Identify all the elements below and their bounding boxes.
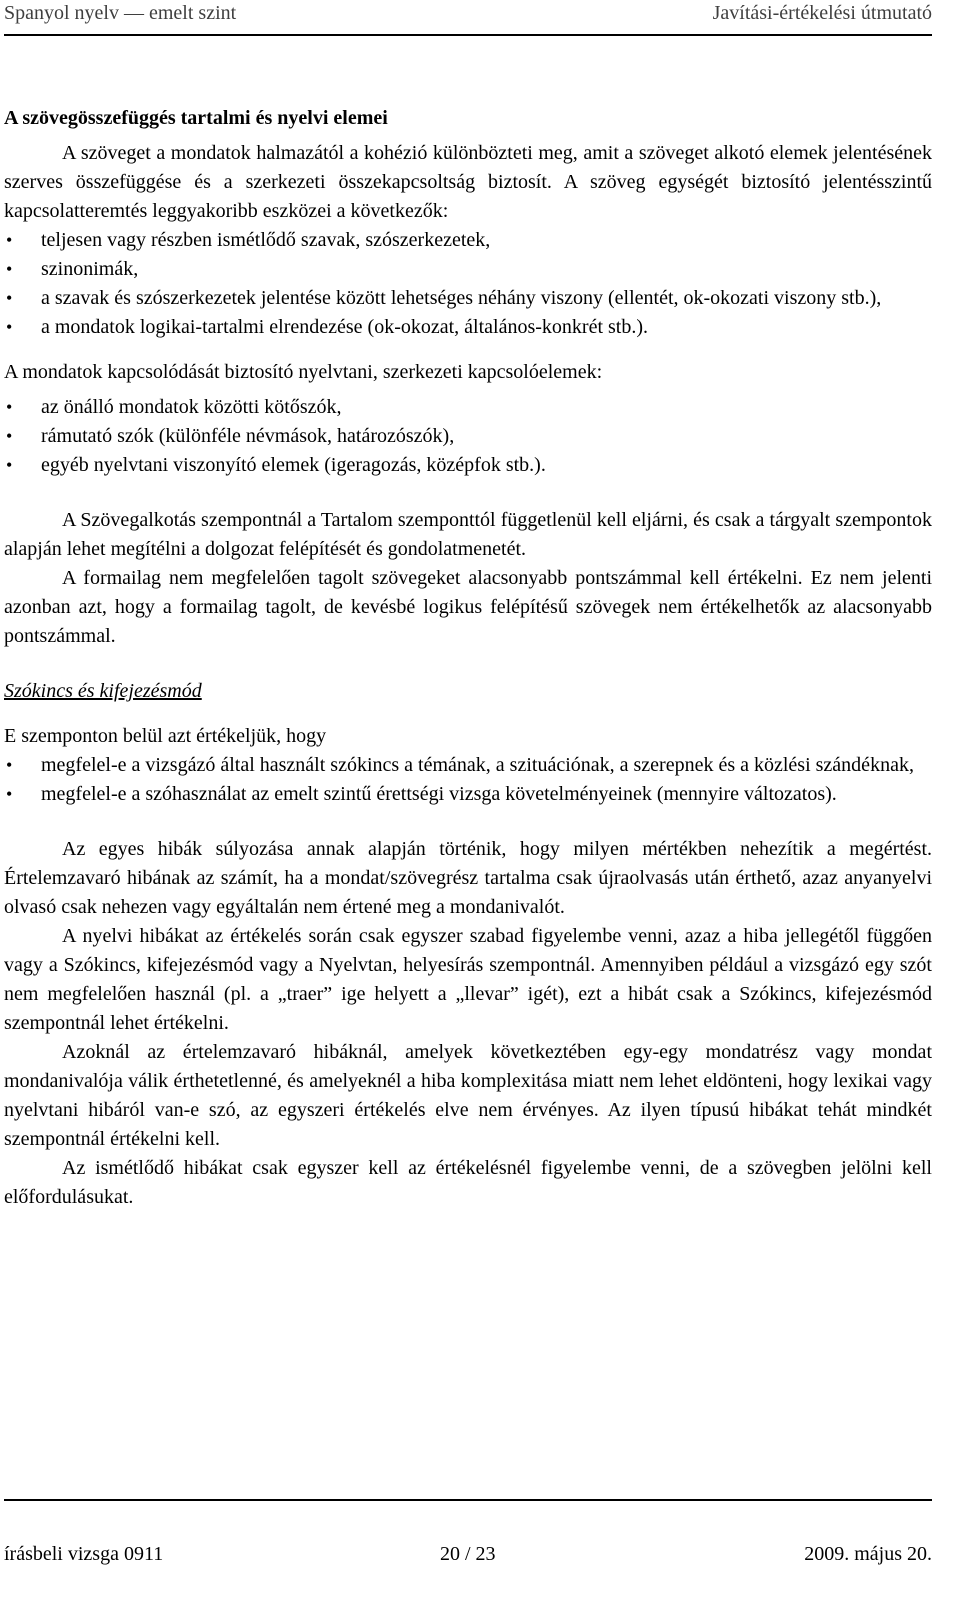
list-item: • rámutató szók (különféle névmások, határozószók),	[4, 422, 932, 451]
section-heading-vocabulary: Szókincs és kifejezésmód	[4, 680, 202, 702]
list-item: • teljesen vagy részben ismétlődő szavak, szószerkezetek,	[4, 226, 932, 255]
section-heading-cohesion: A szövegösszefüggés tartalmi és nyelvi elemei	[4, 107, 388, 129]
vocabulary-intro: E szemponton belül azt értékeljük, hogy	[4, 725, 327, 747]
header-right: Javítási-értékelési útmutató	[712, 2, 932, 24]
footer-page-number: 20 / 23	[440, 1543, 496, 1565]
list-item: • az önálló mondatok közötti kötőszók,	[4, 393, 932, 422]
footer-exam-code: írásbeli vizsga 0911	[4, 1543, 164, 1565]
error-weighting-paragraph: Az egyes hibák súlyozása annak alapján történik, hogy milyen mértékben nehezítik a megértést. Értelemzavaró hibának az számít, ha a mondat/szövegrész tartalma csak újraolvasás után érthető, azaz anyanyelvi olvasó csak nehezen vagy egyáltalán nem értené meg a mondanivalót.	[4, 838, 932, 918]
vocabulary-list	[4, 751, 932, 809]
list-item: • szinonimák,	[4, 255, 932, 284]
connectors-list	[4, 393, 932, 480]
text-composition-paragraph: A Szövegalkotás szempontnál a Tartalom szemponttól függetlenül kell eljárni, és csak a tárgyalt szempontok alapján lehet megítélni a dolgozat felépítését és gondolatmenetét.	[4, 509, 932, 560]
list-item: • megfelel-e a vizsgázó által használt szókincs a témának, a szituációnak, a szerepnek és a közlési szándéknak,	[4, 751, 932, 780]
list-item: • a mondatok logikai-tartalmi elrendezése (ok-okozat, általános-konkrét stb.).	[4, 313, 932, 342]
footer-rule	[4, 1499, 932, 1501]
footer-date: 2009. május 20.	[804, 1543, 932, 1565]
page-content	[4, 104, 932, 1212]
cohesion-list	[4, 226, 932, 342]
complex-errors-paragraph: Azoknál az értelemzavaró hibáknál, amelyek következtében egy-egy mondatrész vagy mondat mondanivalója válik érthetetlenné, és amelyeknél a hiba komplexitása miatt nem lehet eldönteni, hogy lexikai vagy nyelvtani hibáról van-e szó, az egyszeri értékelés elve nem érvényes. Az ilyen típusú hibákat tehát mindkét szempontnál értékelni kell.	[4, 1041, 932, 1150]
cohesion-intro: A szöveget a mondatok halmazától a kohézió különbözteti meg, amit a szöveget alkotó elemek jelentésének szerves összefüggése és a szerkezeti összekapcsoltság biztosít. A szöveg egységét biztosító jelentésszintű kapcsolatteremtés leggyakoribb eszközei a következők:	[4, 142, 932, 222]
list-item: • megfelel-e a szóhasználat az emelt szintű érettségi vizsga követelményeinek (mennyire változatos).	[4, 780, 932, 809]
connectors-intro: A mondatok kapcsolódását biztosító nyelvtani, szerkezeti kapcsolóelemek:	[4, 361, 603, 383]
header-left: Spanyol nyelv — emelt szint	[4, 2, 237, 24]
repeated-errors-paragraph: Az ismétlődő hibákat csak egyszer kell az értékelésnél figyelembe venni, de a szövegben jelölni kell előfordulásukat.	[4, 1157, 932, 1208]
single-evaluation-paragraph: A nyelvi hibákat az értékelés során csak egyszer szabad figyelembe venni, azaz a hiba jellegétől függően vagy a Szókincs, kifejezésmód vagy a Nyelvtan, helyesírás szempontnál. Amennyiben például a vizsgázó egy szót nem megfelelően használ (pl. a „traer” ige helyett a „llevar” igét), ezt a hibát csak a Szókincs, kifejezésmód szempontnál lehet értékelni.	[4, 925, 932, 1034]
header-rule	[4, 34, 932, 36]
list-item: • a szavak és szószerkezetek jelentése között lehetséges néhány viszony (ellentét, ok-okozati viszony stb.),	[4, 284, 932, 313]
list-item: • egyéb nyelvtani viszonyító elemek (igeragozás, középfok stb.).	[4, 451, 932, 480]
formatting-paragraph: A formailag nem megfelelően tagolt szövegeket alacsonyabb pontszámmal kell értékelni. Ez nem jelenti azonban azt, hogy a formailag tagolt, de kevésbé logikus felépítésű szövegek nem értékelhetők az alacsonyabb pontszámmal.	[4, 567, 932, 647]
